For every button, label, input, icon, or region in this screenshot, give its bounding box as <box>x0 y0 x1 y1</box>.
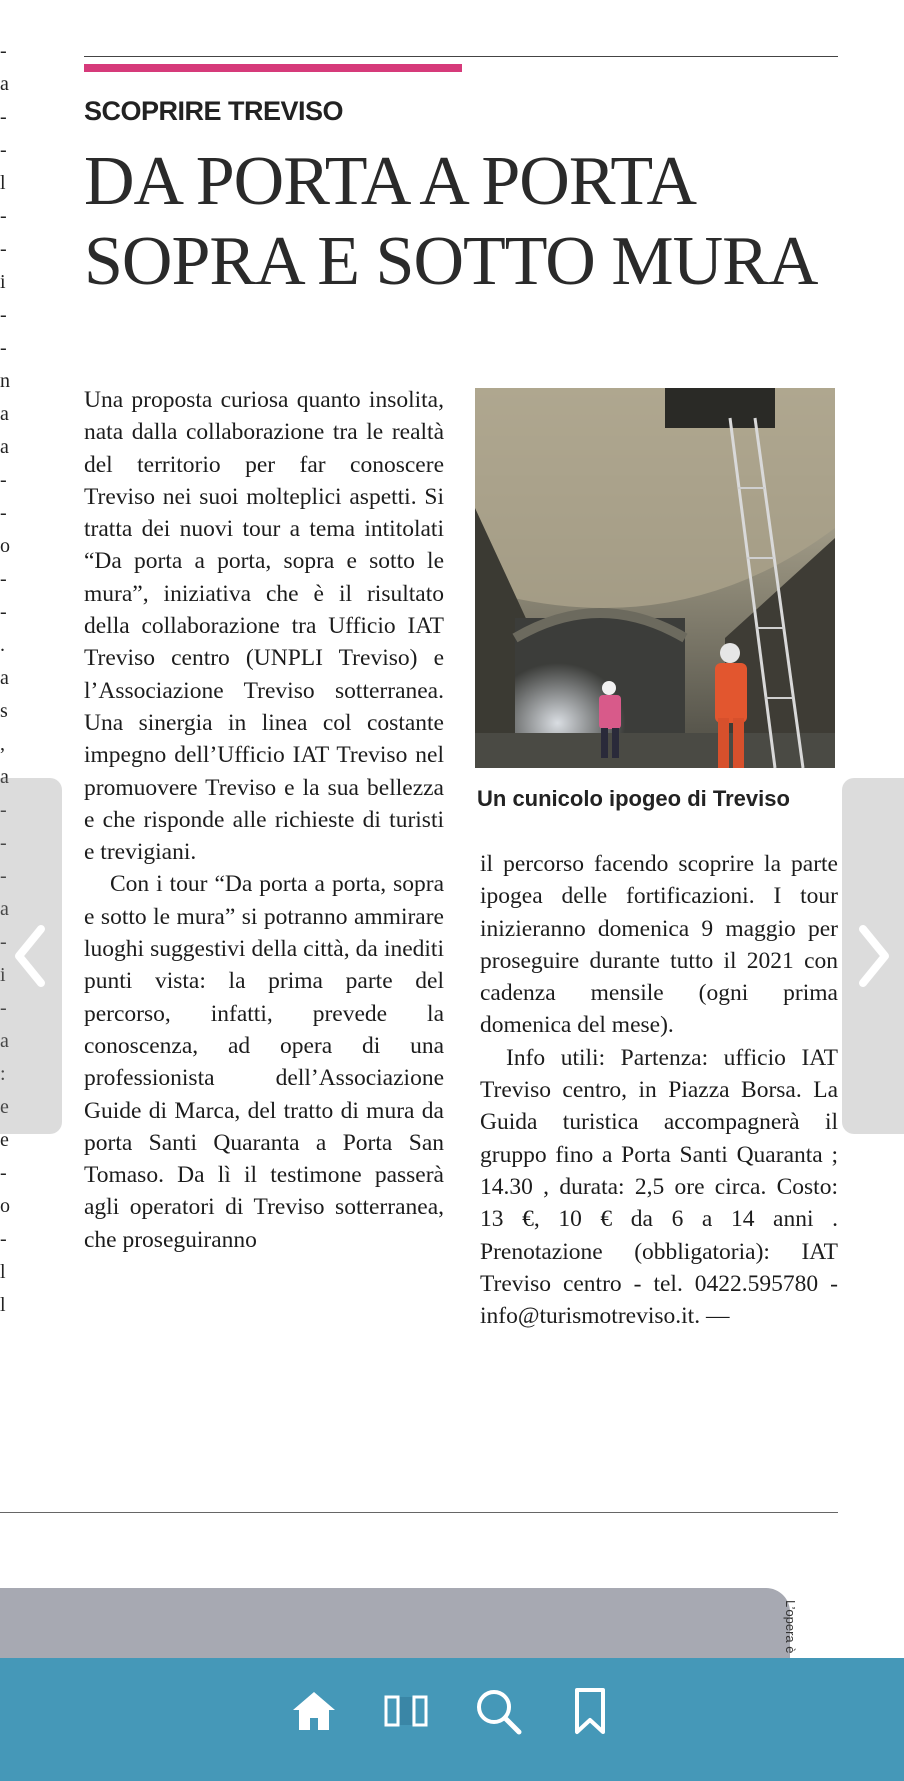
previous-page-fragment: e <box>0 1129 9 1151</box>
bottom-rule <box>0 1512 838 1513</box>
search-icon <box>474 1687 522 1735</box>
previous-page-fragment: e <box>0 1096 9 1118</box>
tunnel-photo <box>475 388 835 768</box>
previous-page-fragment: l <box>0 1294 6 1316</box>
previous-page-fragment: - <box>0 106 7 128</box>
previous-page-fragment: - <box>0 205 7 227</box>
article-column-2 <box>480 848 838 1332</box>
previous-page-fragment: n <box>0 370 10 392</box>
previous-page-fragment: - <box>0 799 7 821</box>
bottom-toolbar <box>0 1658 904 1781</box>
home-button[interactable] <box>285 1682 343 1740</box>
previous-page-fragment: o <box>0 1195 10 1217</box>
previous-page-fragment: i <box>0 271 6 293</box>
previous-page-fragment: a <box>0 667 9 689</box>
photo-caption: Un cunicolo ipogeo di Treviso <box>477 786 790 811</box>
tunnel-photo-graphic <box>475 388 835 768</box>
previous-page-fragment: - <box>0 997 7 1019</box>
article-column-1 <box>84 384 444 1256</box>
previous-page-button[interactable] <box>0 778 62 1134</box>
next-page-preview <box>0 1588 790 1658</box>
chevron-right-icon <box>853 921 893 991</box>
previous-page-fragment: a <box>0 436 9 458</box>
previous-page-fragment: - <box>0 832 7 854</box>
previous-page-fragment: , <box>0 733 5 755</box>
pages-icon <box>384 1691 428 1731</box>
paragraph-info: Info utili: Partenza: ufficio IAT Treviso centro, in Piazza Borsa. La Guida turistica accompagnerà il gruppo fino a Porta Santi Quaranta ; 14.30 , durata: 2,5 ore circa. Costo: 13 €, 10 € da 6 a 14 anni . Prenotazione (obbligatoria): IAT Treviso centro - tel. 0422.595780 - info@turismotreviso.it. — <box>480 1044 838 1330</box>
paragraph-intro: Una proposta curiosa quanto insolita, nata dalla collaborazione tra le realtà del territorio per far conoscere Treviso nei suoi molteplici aspetti. Si tratta dei nuovi tour a tema intitolati “Da porta a porta, sopra e sotto le mura”, iniziativa che è il risultato della collaborazione tra Ufficio IAT Treviso centro (UNPLI Treviso) e l’Associazione Treviso sotterranea. Una sinergia in linea col costante impegno dell’Ufficio IAT Treviso nel promuovere Treviso e la sua bellezza e che risponde alle richieste di turisti e trevigiani. <box>84 387 444 866</box>
previous-page-fragment: : <box>0 1063 6 1085</box>
next-page-button[interactable] <box>842 778 904 1134</box>
previous-page-fragment: - <box>0 40 7 62</box>
previous-page-fragment: - <box>0 337 7 359</box>
previous-page-fragment: - <box>0 568 7 590</box>
previous-page-fragment: - <box>0 238 7 260</box>
previous-page-fragment: o <box>0 535 10 557</box>
paragraph-tour: Con i tour “Da porta a porta, sopra e sotto le mura” si potranno ammirare luoghi suggestivi della città, da inediti punti vista: la prima parte del percorso, infatti, prevede la conoscenza, ad opera di una professionista dell’Associazione Guide di Marca, del tratto di mura da porta Santi Quaranta a Porta San Tomaso. Da lì il testimone passerà agli operatori di Treviso sotterranea, che proseguiranno <box>84 871 444 1253</box>
previous-page-fragment: l <box>0 172 6 194</box>
previous-page-fragment: s <box>0 700 8 722</box>
previous-page-fragment: a <box>0 766 9 788</box>
previous-page-fragment: a <box>0 403 9 425</box>
next-page-margin-text: L’opera è <box>783 1600 798 1654</box>
home-icon <box>291 1690 337 1732</box>
pages-button[interactable] <box>377 1682 435 1740</box>
previous-page-fragment: - <box>0 601 7 623</box>
previous-page-fragment: - <box>0 469 7 491</box>
article-headline <box>84 142 817 302</box>
previous-page-fragment: a <box>0 73 9 95</box>
previous-page-fragment: a <box>0 898 9 920</box>
previous-page-fragment: i <box>0 964 6 986</box>
paragraph-route: il percorso facendo scoprire la parte ipogea delle fortificazioni. I tour inizieranno domenica 9 maggio per proseguire durante tutto il 2021 con cadenza mensile (ogni prima domenica del mese). <box>480 851 838 1039</box>
top-rule <box>84 56 838 57</box>
previous-page-fragment: - <box>0 502 7 524</box>
previous-page-column <box>0 40 14 1470</box>
previous-page-fragment: . <box>0 634 5 656</box>
previous-page-fragment: - <box>0 931 7 953</box>
previous-page-fragment: l <box>0 1261 6 1283</box>
chevron-left-icon <box>11 921 51 991</box>
previous-page-fragment: a <box>0 1030 9 1052</box>
previous-page-fragment: - <box>0 865 7 887</box>
headline-line-1: DA PORTA A PORTA <box>84 143 697 220</box>
bookmark-button[interactable] <box>561 1682 619 1740</box>
previous-page-fragment: - <box>0 139 7 161</box>
search-button[interactable] <box>469 1682 527 1740</box>
previous-page-fragment: - <box>0 304 7 326</box>
bookmark-icon <box>573 1687 607 1735</box>
article-kicker: SCOPRIRE TREVISO <box>84 96 344 126</box>
accent-bar <box>84 64 462 72</box>
headline-line-2: SOPRA E SOTTO MURA <box>84 223 818 300</box>
previous-page-fragment: - <box>0 1162 7 1184</box>
previous-page-fragment: - <box>0 1228 7 1250</box>
